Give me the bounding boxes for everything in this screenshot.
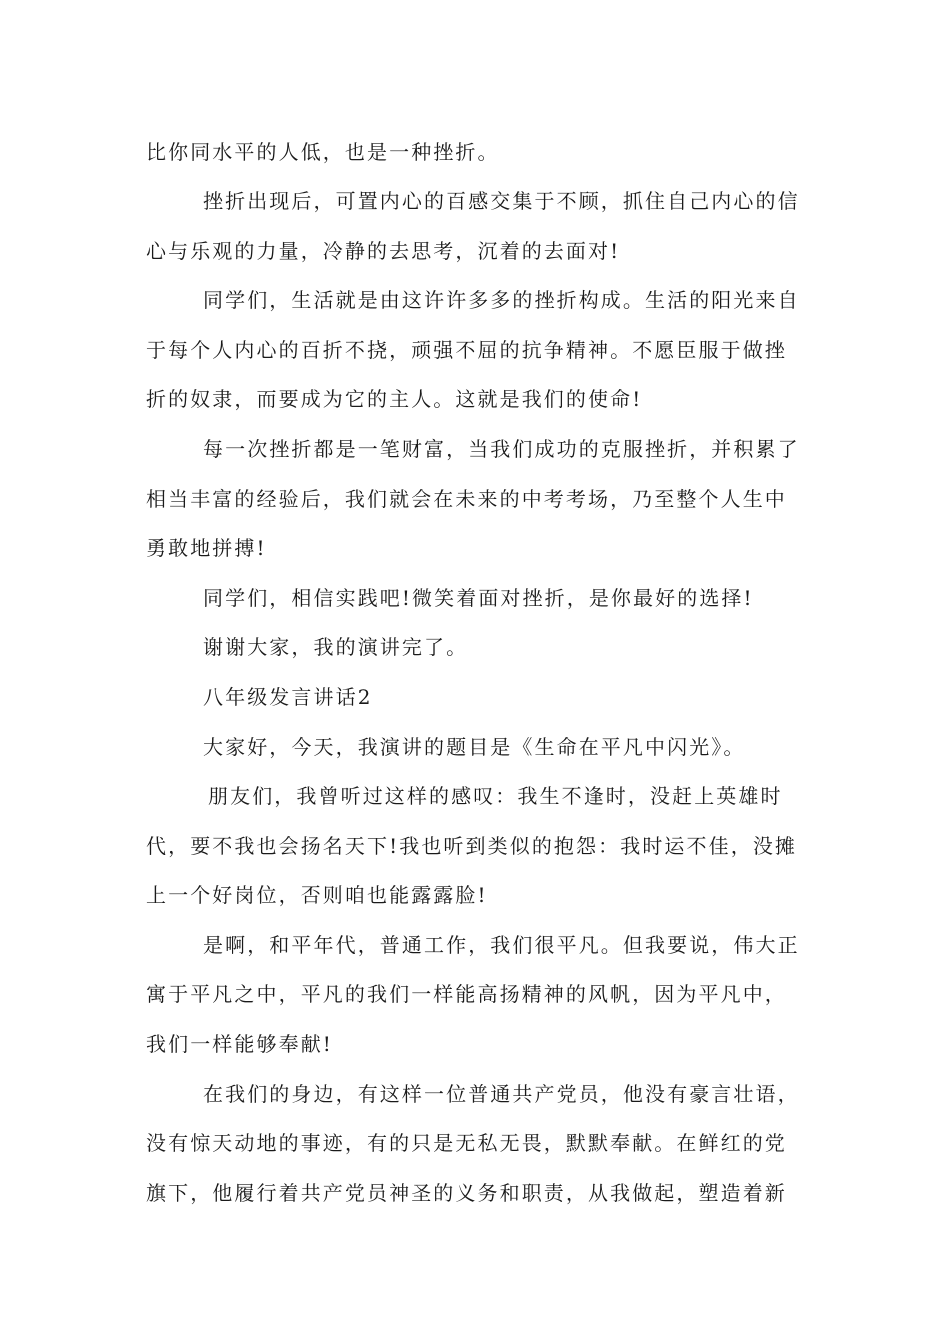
text-line: 挫折出现后，可置内心的百感交集于不顾，抓住自己内心的信 [203, 189, 800, 213]
text-line: 没有惊天动地的事迹，有的只是无私无畏，默默奉献。在鲜红的党 [146, 1131, 787, 1155]
text-line: 折的奴隶，而要成为它的主人。这就是我们的使命! [146, 387, 643, 411]
text-line: 代，要不我也会扬名天下!我也听到类似的抱怨：我时运不佳，没摊 [146, 834, 798, 858]
text-line: 我们一样能够奉献! [146, 1032, 333, 1056]
text-line: 每一次挫折都是一笔财富，当我们成功的克服挫折，并积累了 [203, 437, 800, 461]
text-line: 大家好，今天，我演讲的题目是《生命在平凡中闪光》。 [203, 735, 746, 759]
text-line: 同学们，相信实践吧!微笑着面对挫折，是你最好的选择! [203, 586, 754, 610]
text-line: 在我们的身边，有这样一位普通共产党员，他没有豪言壮语， [203, 1082, 800, 1106]
text-line: 相当丰富的经验后，我们就会在未来的中考考场，乃至整个人生中 [146, 487, 787, 511]
text-line: 是啊，和平年代，普通工作，我们很平凡。但我要说，伟大正 [203, 933, 800, 957]
text-line: 勇敢地拼搏! [146, 536, 267, 560]
text-line: 比你同水平的人低，也是一种挫折。 [146, 140, 500, 164]
text-line: 上一个好岗位，否则咱也能露露脸! [146, 883, 488, 907]
text-line: 朋友们，我曾听过这样的感叹：我生不逢时，没赶上英雄时 [208, 784, 783, 808]
text-line: 心与乐观的力量，冷静的去思考，沉着的去面对! [146, 239, 621, 263]
text-line: 旗下，他履行着共产党员神圣的义务和职责，从我做起，塑造着新 [146, 1181, 787, 1205]
section-heading: 八年级发言讲话2 [203, 685, 373, 709]
text-line: 于每个人内心的百折不挠，顽强不屈的抗争精神。不愿臣服于做挫 [146, 338, 787, 362]
text-line: 谢谢大家，我的演讲完了。 [203, 635, 469, 659]
text-line: 同学们，生活就是由这许许多多的挫折构成。生活的阳光来自 [203, 288, 800, 312]
text-line: 寓于平凡之中，平凡的我们一样能高扬精神的风帆，因为平凡中， [146, 982, 787, 1006]
